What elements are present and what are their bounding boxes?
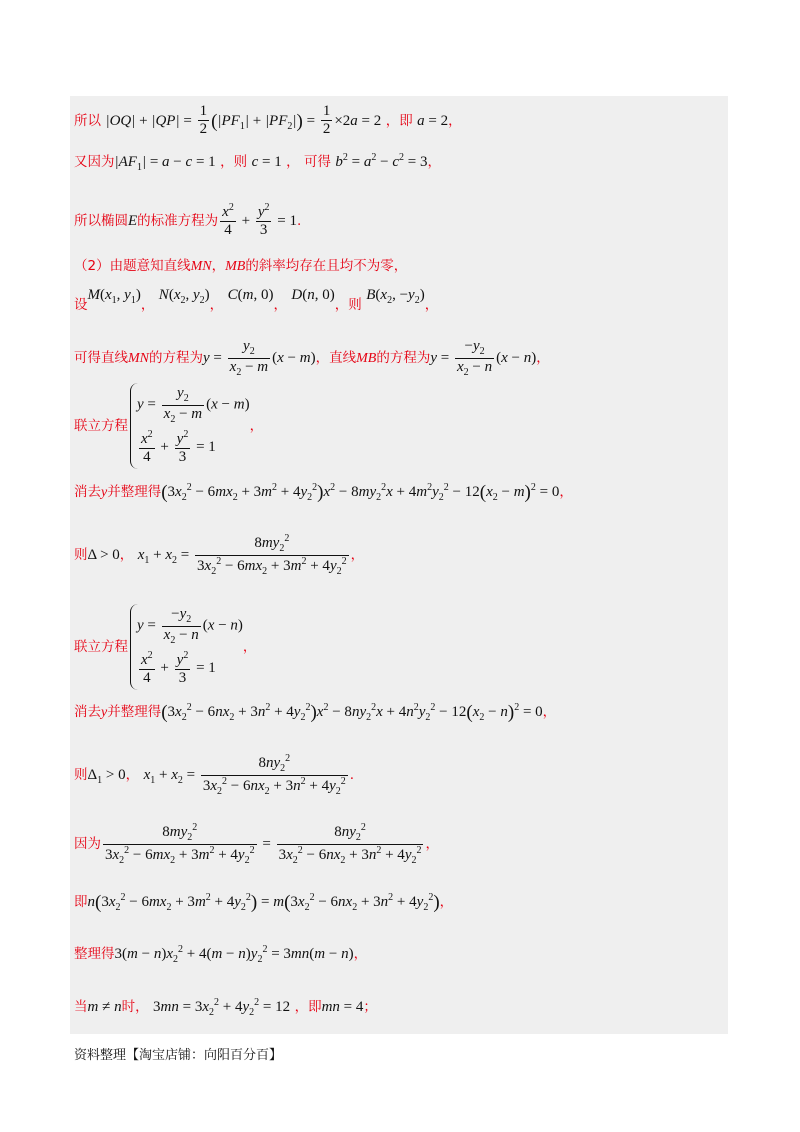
- line-11: 消去y并整理得$(3x_2^2 - 6nx_2 + 3n^2 + 4y_2^2)x^2 - 8ny_2^2x + 4n^2y_2^2 - 12(x_2 - n)^2 = 0$，: [74, 702, 557, 723]
- line-1: 所以 |OQ| + |QP| = $\frac{1}{2}$ $(|PF_1| + |PF_2|)$ = $\frac{1}{2}$ ×2a = 2 ，即 a = 2，: [74, 103, 462, 138]
- line-14: 即$n(3x_2^2 - 6mx_2 + 3m^2 + 4y_2^2) = m(3x_2^2 - 6nx_2 + 3n^2 + 4y_2^2)$，: [74, 892, 454, 913]
- math-oq-qp: |OQ| + |QP| =: [105, 112, 196, 129]
- line-10: 联立方程 y = $\frac{-y_2}{x_2 - n}$ (x − n) $\frac{x^2}{4}$ + $\frac{y^2}{3}$ = 1 ，: [74, 604, 256, 690]
- equation-system-1: y = $\frac{y_2}{x_2 - m}$ (x − m) $\frac{x^2}{4}$ + $\frac{y^2}{3}$ = 1: [130, 383, 250, 469]
- line-7: 联立方程 y = $\frac{y_2}{x_2 - m}$ (x − m) $\frac{x^2}{4}$ + $\frac{y^2}{3}$ = 1 ，: [74, 383, 263, 469]
- line-15: 整理得$3(m - n)x_2^2 + 4(m - n)y_2^2 = 3mn(m - n)$，: [74, 944, 368, 965]
- line-16: 当m ≠ n时， $3mn = 3x_2^2 + 4y_2^2 = 12$ ，即mn = 4；: [74, 997, 377, 1018]
- line-4: （2）由题意知直线MN，MB的斜率均存在且均不为零，: [74, 258, 408, 274]
- line-13: 因为 $\frac{8my_2^2}{3x_2^2 - 6mx_2 + 3m^2 + 4y_2^2}$ = $\frac{8ny_2^2}{3x_2^2 - 6nx_2 + 3n^2 + 4y_2^2}$ ，: [74, 822, 439, 866]
- equation-system-2: y = $\frac{-y_2}{x_2 - n}$ (x − n) $\frac{x^2}{4}$ + $\frac{y^2}{3}$ = 1: [130, 604, 243, 690]
- line-3: 所以椭圆E的标准方程为 $\frac{x^2}{4}$ + $\frac{y^2}{3}$ = 1.: [74, 202, 302, 239]
- line-5: 设$M(x_1$, $y_1$)， $N(x_2$, $y_2$)， C(m, 0)， D(n, 0)，则 $B(x_2$, $-y_2$)，: [74, 287, 439, 313]
- line-12: 则$\Delta_1 > 0$， $x_1 + x_2$ = $\frac{8ny_2^2}{3x_2^2 - 6nx_2 + 3n^2 + 4y_2^2}$ .: [74, 753, 355, 797]
- line-9: 则Δ > 0， $x_1 + x_2$ = $\frac{8my_2^2}{3x_2^2 - 6mx_2 + 3m^2 + 4y_2^2}$ ，: [74, 533, 365, 577]
- line-2: 又因为$|AF_1| = a - c = 1$ ，则 c = 1 ， 可得 $b^2 = a^2 - c^2 = 3$，: [74, 152, 441, 173]
- line-8: 消去y并整理得$(3x_2^2 - 6mx_2 + 3m^2 + 4y_2^2)x^2 - 8my_2^2x + 4m^2y_2^2 - 12(x_2 - m)^2 = 0$，: [74, 482, 573, 503]
- line-6: 可得直线MN的方程为y = $\frac{y_2}{x_2 - m}$ (x − m)，直线MB的方程为y = $\frac{-y_2}{x_2 - n}$ (x − n)，: [74, 338, 550, 378]
- footer-source: 资料整理【淘宝店铺：向阳百分百】: [74, 1048, 283, 1063]
